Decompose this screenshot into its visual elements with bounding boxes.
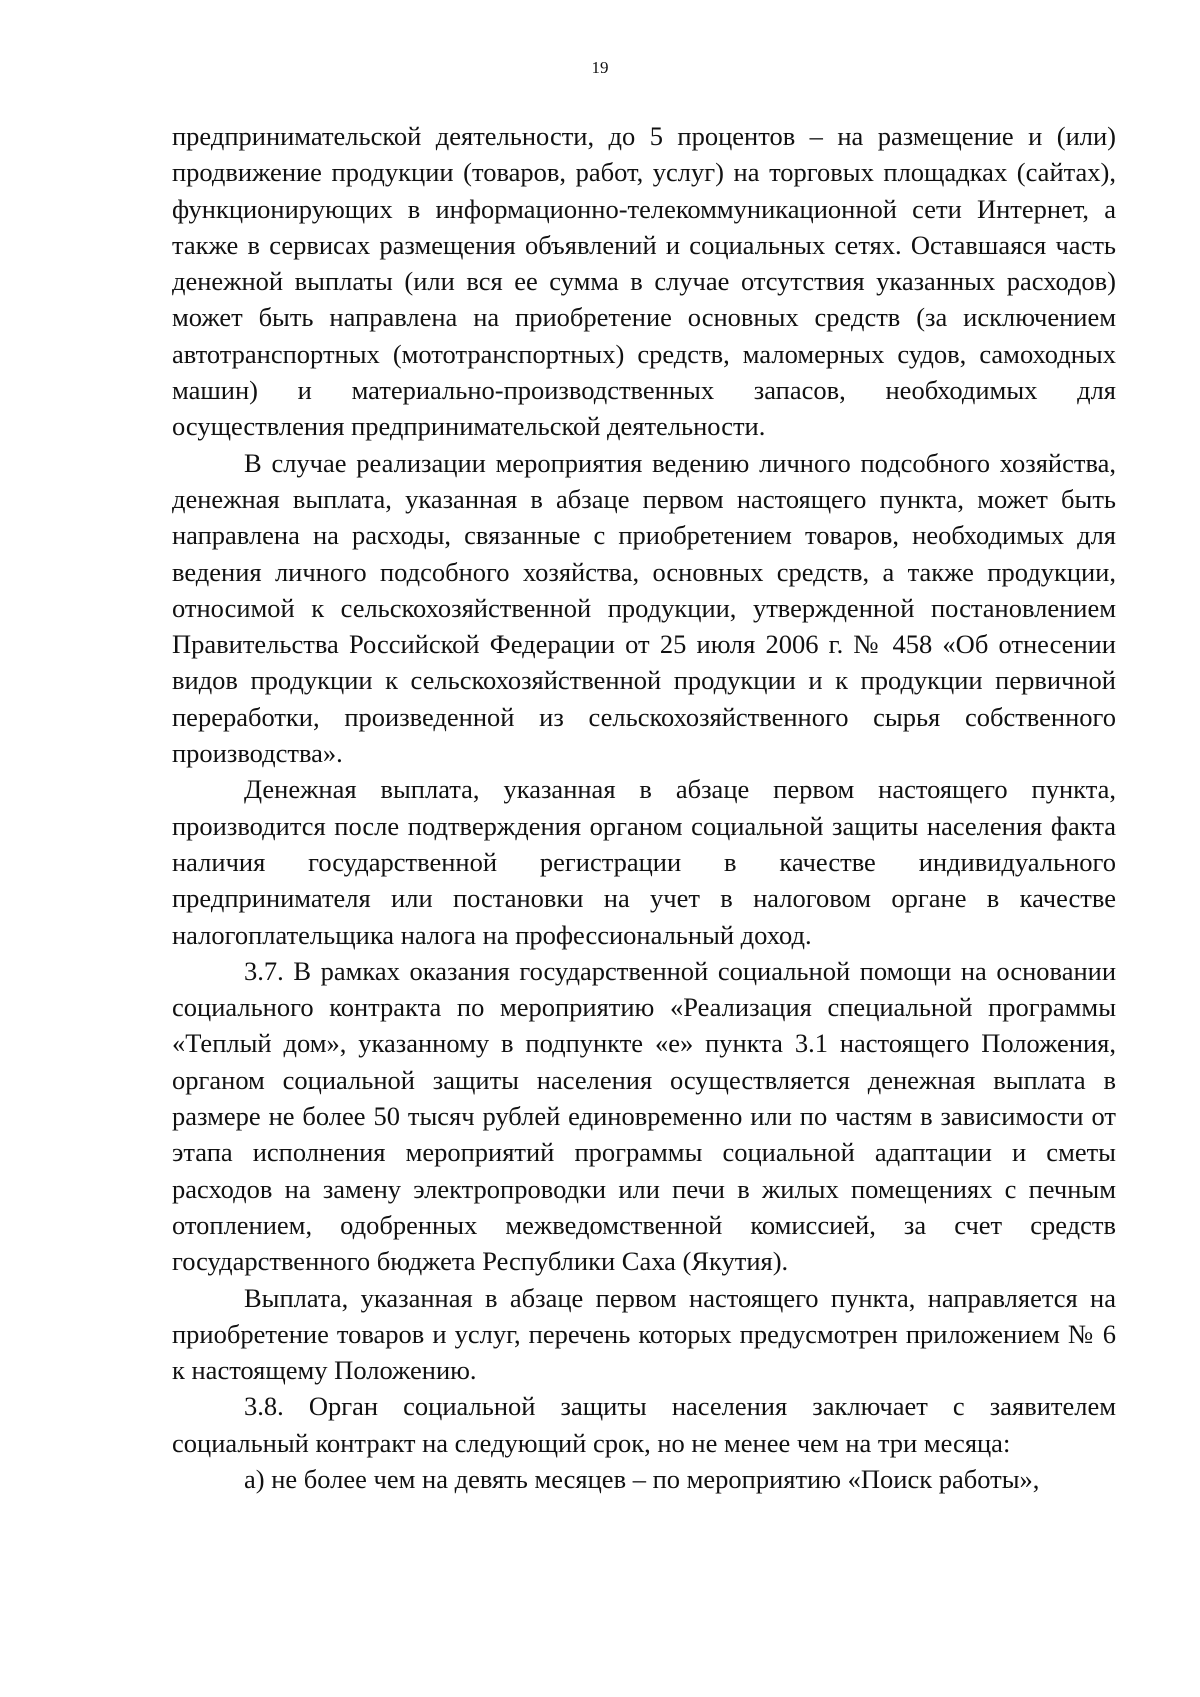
paragraph-3-7-warm-house: 3.7. В рамках оказания государственной социальной помощи на основании социального контракта по мероприятию «Реализация специальной программы «Теплый дом», указанному в подпункте «е» пункта 3.1 настоящего Положения, органом социальной защиты населения осуществляется денежная выплата в размере не более 50 тысяч рублей единовременно или по частям в зависимости от этапа исполнения мероприятий программы социальной адаптации и сметы расходов на замену электропроводки или печи в жилых помещениях с печным отоплением, одобренных межведомственной комиссией, за счет средств государственного бюджета Республики Саха (Якутия).	[172, 955, 1116, 1277]
paragraph-payment-confirmation: Денежная выплата, указанная в абзаце первом настоящего пункта, производится после подтверждения органом социальной защиты населения факта наличия государственной регистрации в качестве индивидуального предпринимателя или постановки на учет в налоговом органе в качестве налогоплательщика налога на профессиональный доход.	[172, 774, 1116, 950]
document-body	[172, 118, 1116, 1497]
paragraph-payment-purpose: Выплата, указанная в абзаце первом настоящего пункта, направляется на приобретение товаров и услуг, перечень которых предусмотрен приложением № 6 к настоящему Положению.	[172, 1282, 1116, 1386]
page-number: 19	[591, 58, 609, 77]
paragraph-continuation: предпринимательской деятельности, до 5 процентов – на размещение и (или) продвижение продукции (товаров, работ, услуг) на торговых площадках (сайтах), функционирующих в информационно-телекоммуникационной сети Интернет, а также в сервисах размещения объявлений и социальных сетях. Оставшаяся часть денежной выплаты (или вся ее сумма в случае отсутствия указанных расходов) может быть направлена на приобретение основных средств (за исключением автотранспортных (мототранспортных) средств, маломерных судов, самоходных машин) и материально-производственных запасов, необходимых для осуществления предпринимательской деятельности.	[172, 121, 1116, 442]
paragraph-3-8-contract-term: 3.8. Орган социальной защиты населения заключает с заявителем социальный контракт на следующий срок, но не менее чем на три месяца:	[172, 1391, 1116, 1458]
list-item-a: а) не более чем на девять месяцев – по мероприятию «Поиск работы»,	[244, 1463, 1040, 1494]
paragraph-household-farming: В случае реализации мероприятия ведению личного подсобного хозяйства, денежная выплата, указанная в абзаце первом настоящего пункта, может быть направлена на расходы, связанные с приобретением товаров, необходимых для ведения личного подсобного хозяйства, основных средств, а также продукции, относимой к сельскохозяйственной продукции, утвержденной постановлением Правительства Российской Федерации от 25 июля 2006 г. № 458 «Об отнесении видов продукции к сельскохозяйственной продукции и к продукции первичной переработки, произведенной из сельскохозяйственного сырья собственного производства».	[172, 447, 1116, 769]
